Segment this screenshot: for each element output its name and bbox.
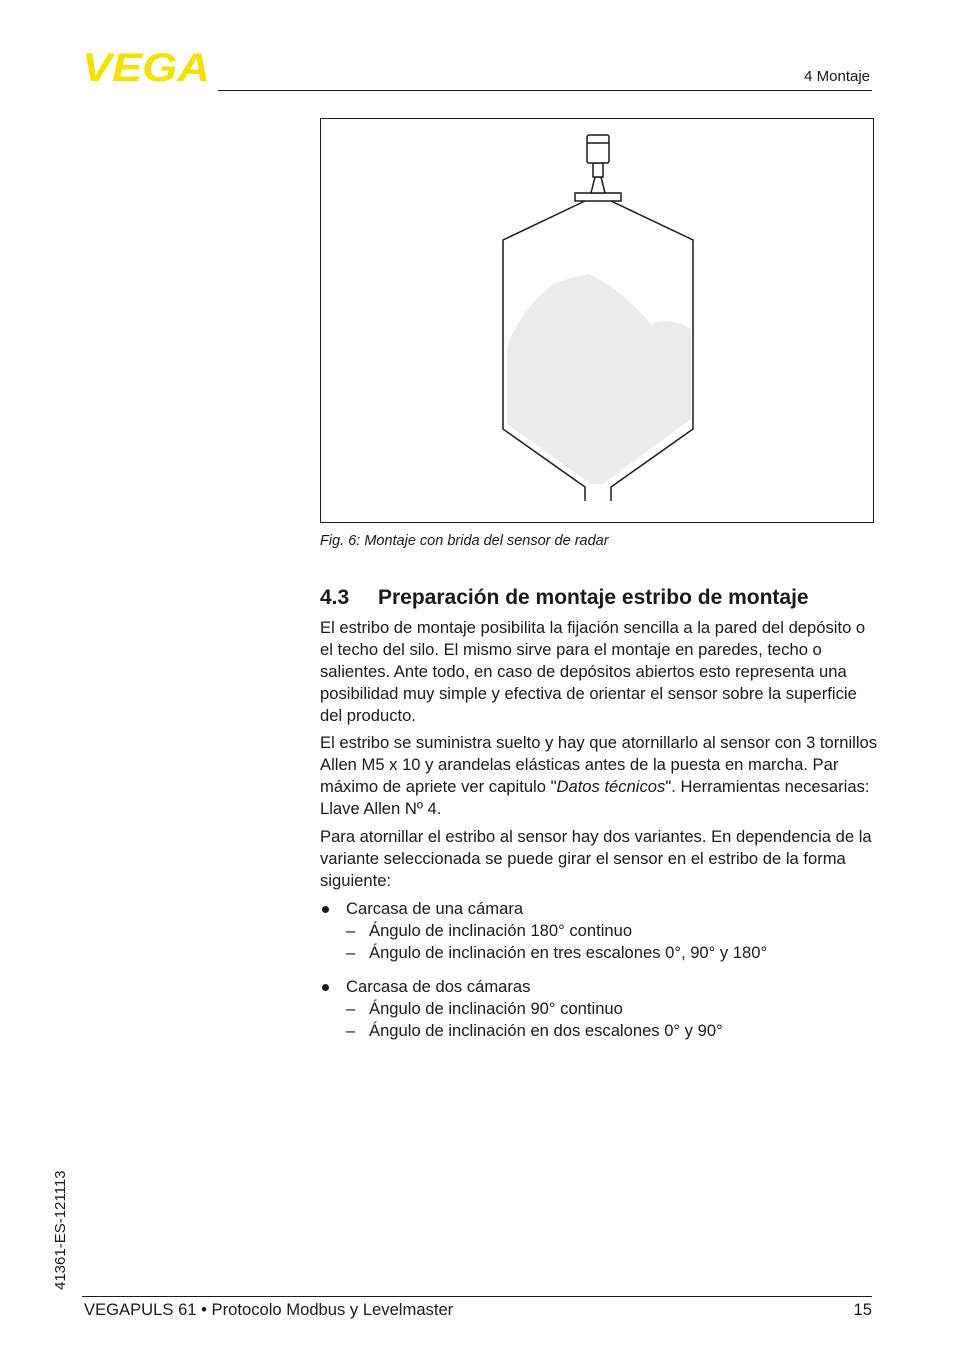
paragraph-1: El estribo de montaje posibilita la fijación sencilla a la pared del depósito o el techo del silo. El mismo sirve para el montaje en paredes, techo o salientes. Ante todo, en caso de depósitos abiertos esto representa una posibilidad muy simple y efectiva de orientar el sensor sobre la superficie del producto. <box>320 618 866 725</box>
sensor-neck <box>593 163 603 177</box>
sensor-housing <box>587 135 609 163</box>
logo-text: VEGA <box>82 50 210 84</box>
flange <box>575 193 621 201</box>
sub-list-item-text: Ángulo de inclinación en tres escalones 0°, 90° y 180° <box>369 943 768 962</box>
figure-silo-radar <box>320 118 874 523</box>
paragraph-2-italic: Datos técnicos <box>556 777 666 796</box>
sub-list-item <box>346 998 880 1020</box>
page-number: 15 <box>853 1300 872 1319</box>
footer-title: VEGAPULS 61 • Protocolo Modbus y Levelmaster <box>84 1300 454 1319</box>
dash-marker: – <box>346 943 356 962</box>
list-item-label: Carcasa de dos cámaras <box>346 977 531 996</box>
sub-list-item-text: Ángulo de inclinación 90° continuo <box>369 999 623 1018</box>
header-rule <box>218 90 872 91</box>
section-title: Preparación de montaje estribo de montaje <box>378 586 809 609</box>
bulk-material <box>507 274 691 484</box>
section-number: 4.3 <box>320 586 350 609</box>
section-heading <box>320 586 809 610</box>
paragraph-3: Para atornillar el estribo al sensor hay dos variantes. En dependencia de la variante seleccionada se puede girar el sensor en el estribo de la forma siguiente: <box>320 827 872 890</box>
bullet-dot-icon <box>322 906 329 913</box>
silo-illustration <box>321 119 875 524</box>
sub-list-item <box>346 920 880 942</box>
list-item <box>320 898 880 964</box>
list-item <box>320 976 880 1042</box>
footer-rule <box>82 1296 872 1297</box>
vega-logo <box>82 50 212 84</box>
list-item-label: Carcasa de una cámara <box>346 899 524 918</box>
dash-marker: – <box>346 921 356 940</box>
bullet-dot-icon <box>322 984 329 991</box>
sub-list-item <box>346 942 880 964</box>
paragraph-2 <box>320 732 880 820</box>
paragraph-2-end: ". Herramientas necesarias: Llave Allen Nº 4. <box>320 777 870 818</box>
header-section-label: 4 Montaje <box>804 68 870 85</box>
paragraph-2-start: El estribo se suministra suelto y hay que atornillarlo al sensor con 3 tornillos Allen M5 x 10 y arandelas elásticas antes de la puesta en marcha. Par máximo de apriete ver capitulo " <box>320 733 878 796</box>
sub-list-item-text: Ángulo de inclinación 180° continuo <box>369 921 633 940</box>
dash-marker: – <box>346 1021 356 1040</box>
figure-caption: Fig. 6: Montaje con brida del sensor de radar <box>320 533 609 549</box>
sub-list-item-text: Ángulo de inclinación en dos escalones 0° y 90° <box>369 1021 723 1040</box>
horn-antenna <box>591 177 605 193</box>
sub-list-item <box>346 1020 880 1042</box>
bullet-list <box>320 898 880 1042</box>
dash-marker: – <box>346 999 356 1018</box>
document-code: 41361-ES-121113 <box>52 1170 69 1290</box>
